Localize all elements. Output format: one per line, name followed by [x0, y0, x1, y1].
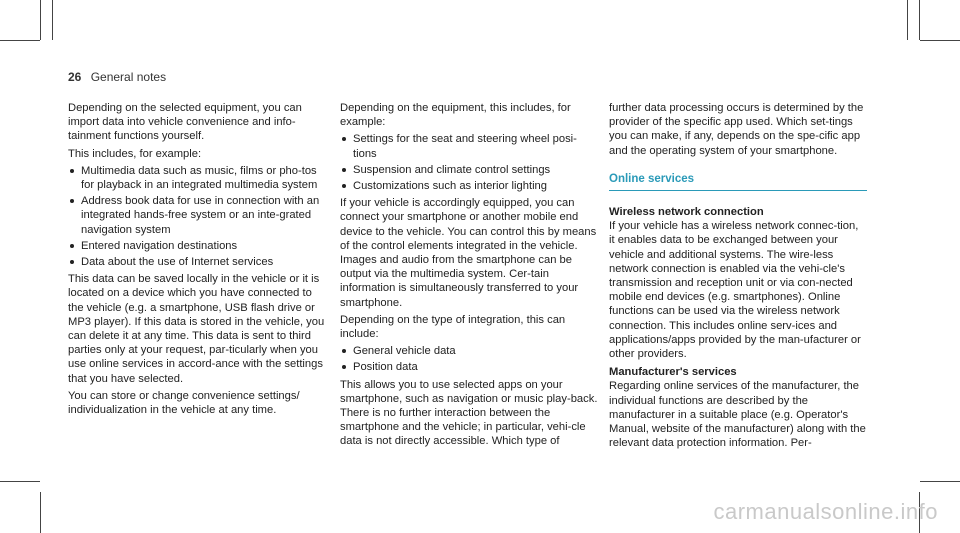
bullet-list — [340, 344, 598, 374]
crop-mark — [919, 0, 920, 40]
list-item: Suspension and climate control settings — [340, 163, 598, 177]
paragraph: If your vehicle has a wireless network connec-tion, it enables data to be exchanged between your vehicle and additional systems. The wire-less network connection is enabled via the vehi-cle's transmission and reception unit or via con-nected mobile end devices (e.g. smartphones). Online functions can be used via the wireless network connection. This includes online serv-ices and applications/apps provided by the man-ufacturer or other providers. — [609, 220, 861, 361]
section-title: Online services — [609, 172, 867, 191]
list-item: General vehicle data — [340, 344, 598, 358]
page-header — [68, 70, 166, 84]
paragraph: further data processing occurs is determined by the provider of the specific app used. Which set-tings you can make, if any, depends on the spe-cific app and the operating system of your smartphone. — [609, 102, 864, 157]
page-number: 26 — [68, 70, 82, 84]
bullet-list — [68, 164, 326, 269]
list-item: Address book data for use in connection with an integrated hands-free system or an inte-grated navigation system — [68, 194, 326, 237]
list-item: Multimedia data such as music, films or pho-tos for playback in an integrated multimedia system — [68, 164, 326, 192]
paragraph: This allows you to use selected apps on your smartphone, such as navigation or music play-back. There is no further interaction between the smartphone and the vehicle; in particular, vehi-cle data is not directly accessible. Which type of — [340, 378, 598, 448]
paragraph: You can store or change convenience settings/ individualization in the vehicle at any time. — [68, 389, 300, 417]
list-item: Position data — [340, 360, 598, 374]
subheading: Manufacturer's services — [609, 366, 737, 379]
crop-mark — [52, 0, 53, 40]
subheading: Wireless network connection — [609, 206, 764, 219]
paragraph: Depending on the equipment, this includes, for example: — [340, 102, 571, 129]
crop-mark — [907, 0, 908, 40]
column-1 — [68, 101, 326, 420]
crop-mark — [0, 481, 40, 482]
crop-mark — [920, 481, 960, 482]
paragraph: Depending on the type of integration, this can include: — [340, 313, 566, 341]
list-item: Entered navigation destinations — [68, 239, 326, 253]
column-2 — [340, 101, 598, 452]
paragraph: Regarding online services of the manufacturer, the individual functions are described by the manufacturer in a suitable place (e.g. Operator's Manual, website of the manufacturer) along with the relevant data protection information. Per- — [609, 380, 866, 450]
crop-mark — [0, 40, 40, 41]
crop-mark — [40, 492, 41, 533]
section-name: General notes — [90, 70, 167, 84]
paragraph: This includes, for example: — [68, 147, 202, 160]
column-3 — [609, 101, 867, 453]
list-item: Customizations such as interior lighting — [340, 179, 598, 193]
bullet-list — [340, 132, 598, 193]
crop-mark — [920, 40, 960, 41]
list-item: Settings for the seat and steering wheel posi-tions — [340, 132, 598, 160]
crop-mark — [40, 0, 41, 40]
paragraph: Depending on the selected equipment, you can import data into vehicle convenience and info-tainment functions yourself. — [68, 102, 302, 143]
paragraph: If your vehicle is accordingly equipped, you can connect your smartphone or another mobile end device to the vehicle. You can control this by means of the control elements integrated in the vehicle. Images and audio from the smartphone can be output via the multimedia system. Cer-tain information is simultaneously transferred to your smartphone. — [340, 197, 597, 309]
watermark: carmanualsonline.info — [713, 499, 938, 524]
paragraph: This data can be saved locally in the vehicle or it is located on a device which you have connected to the vehicle (e.g. a smartphone, USB flash drive or MP3 player). If this data is stored in the vehicle, you can delete it at any time. This data is sent to third parties only at your request, par-ticularly when you use online services in accord-ance with the settings that you have selected. — [68, 273, 325, 385]
list-item: Data about the use of Internet services — [68, 255, 326, 269]
